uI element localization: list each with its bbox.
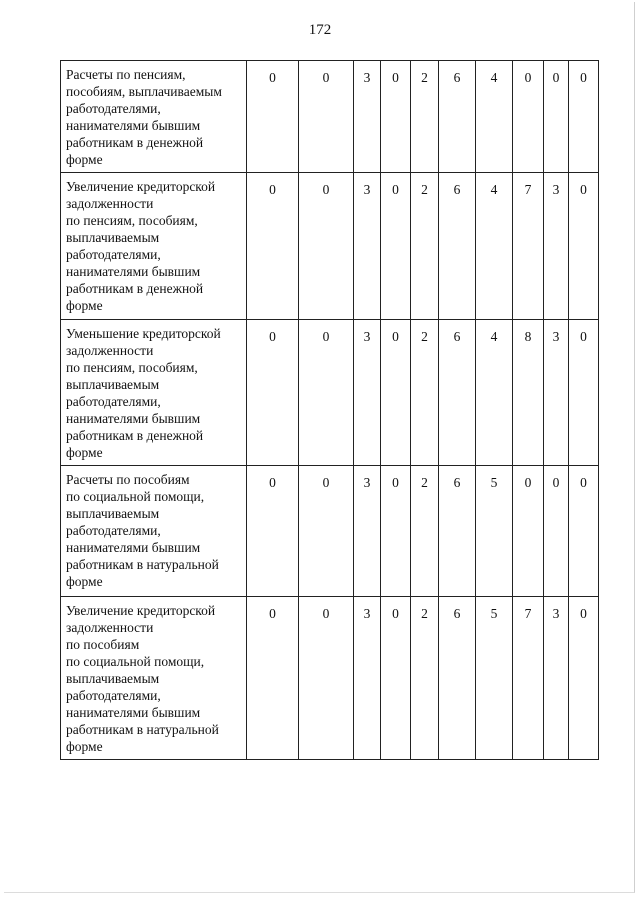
code-cell: 3	[544, 320, 569, 466]
code-cell: 4	[476, 61, 513, 173]
code-cell: 2	[411, 61, 439, 173]
code-cell: 3	[354, 320, 381, 466]
code-cell: 0	[569, 320, 599, 466]
code-cell: 0	[247, 173, 299, 320]
code-cell: 3	[354, 61, 381, 173]
code-cell: 0	[381, 173, 411, 320]
code-cell: 6	[439, 466, 476, 597]
row-label: Увеличение кредиторской задолженности по пенсиям, пособиям, выплачиваемым работодателями, нанимателями бывшим работникам в денежной форме	[61, 173, 247, 320]
table-row	[61, 173, 599, 320]
code-cell: 0	[381, 597, 411, 760]
code-cell: 2	[411, 320, 439, 466]
code-cell: 0	[299, 320, 354, 466]
page-number: 172	[308, 22, 332, 38]
row-label: Расчеты по пособиям по социальной помощи, выплачиваемым работодателями, нанимателями бывшим работникам в натуральной форме	[61, 466, 247, 597]
code-cell: 7	[513, 173, 544, 320]
code-cell: 0	[513, 466, 544, 597]
code-cell: 6	[439, 61, 476, 173]
table-row	[61, 466, 599, 597]
table-row	[61, 61, 599, 173]
code-cell: 7	[513, 597, 544, 760]
code-cell: 2	[411, 173, 439, 320]
code-cell: 0	[299, 597, 354, 760]
code-cell: 0	[247, 320, 299, 466]
table-row	[61, 597, 599, 760]
code-cell: 3	[354, 466, 381, 597]
code-cell: 0	[381, 61, 411, 173]
row-label: Расчеты по пенсиям, пособиям, выплачиваемым работодателями, нанимателями бывшим работникам в денежной форме	[61, 61, 247, 173]
code-cell: 3	[544, 173, 569, 320]
code-cell: 0	[569, 597, 599, 760]
code-cell: 0	[569, 466, 599, 597]
code-cell: 4	[476, 173, 513, 320]
code-cell: 6	[439, 173, 476, 320]
table-row	[61, 320, 599, 466]
code-cell: 0	[381, 320, 411, 466]
code-cell: 5	[476, 597, 513, 760]
row-label: Увеличение кредиторской задолженности по пособиям по социальной помощи, выплачиваемым работодателями, нанимателями бывшим работникам в натуральной форме	[61, 597, 247, 760]
code-cell: 0	[513, 61, 544, 173]
code-cell: 3	[354, 597, 381, 760]
code-cell: 2	[411, 466, 439, 597]
code-cell: 3	[354, 173, 381, 320]
code-cell: 0	[544, 466, 569, 597]
code-cell: 0	[569, 61, 599, 173]
code-cell: 0	[544, 61, 569, 173]
code-cell: 0	[247, 597, 299, 760]
code-cell: 0	[247, 466, 299, 597]
code-cell: 4	[476, 320, 513, 466]
code-cell: 2	[411, 597, 439, 760]
code-cell: 5	[476, 466, 513, 597]
code-cell: 3	[544, 597, 569, 760]
code-cell: 6	[439, 320, 476, 466]
row-label: Уменьшение кредиторской задолженности по пенсиям, пособиям, выплачиваемым работодателями, нанимателями бывшим работникам в денежной форме	[61, 320, 247, 466]
code-cell: 0	[299, 173, 354, 320]
code-cell: 6	[439, 597, 476, 760]
classification-table	[60, 60, 599, 760]
code-cell: 0	[247, 61, 299, 173]
code-cell: 0	[569, 173, 599, 320]
code-cell: 0	[299, 466, 354, 597]
code-cell: 0	[299, 61, 354, 173]
code-cell: 8	[513, 320, 544, 466]
code-cell: 0	[381, 466, 411, 597]
